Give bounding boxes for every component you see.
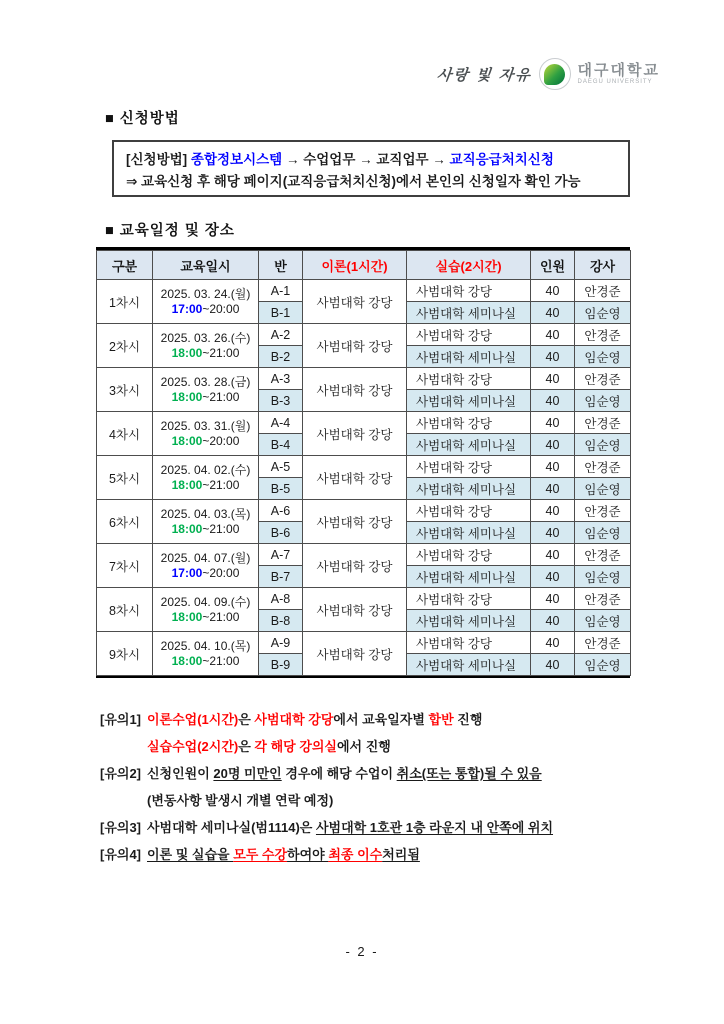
teacher-b-cell: 임순영 (575, 390, 631, 412)
practice-a-location-cell: 사범대학 강당 (407, 588, 531, 610)
session-cell: 2차시 (97, 324, 153, 368)
teacher-a-cell: 안경준 (575, 500, 631, 522)
note-text (147, 712, 482, 727)
note-text (147, 793, 333, 808)
class-a-cell: A-7 (259, 544, 303, 566)
note-line (100, 814, 660, 841)
note-line (100, 733, 660, 760)
text-segment: 합반 (428, 712, 454, 727)
date-text: 2025. 03. 28.(금) (160, 375, 251, 389)
text-segment: 진행 (453, 712, 483, 727)
count-a-cell: 40 (531, 456, 575, 478)
note-label: [유의4] (100, 847, 142, 862)
text-segment: (변동사항 발생시 개별 연락 예정) (147, 793, 334, 808)
section-title-schedule: ■ 교육일정 및 장소 (105, 223, 235, 239)
count-a-cell: 40 (531, 544, 575, 566)
col-header-class: 반 (259, 251, 303, 280)
text-segment: 경우에 해당 수업이 (281, 766, 397, 781)
time-end-text: ~20:00 (202, 565, 240, 580)
practice-b-location-cell: 사범대학 세미나실 (407, 390, 531, 412)
session-cell: 4차시 (97, 412, 153, 456)
practice-a-location-cell: 사범대학 강당 (407, 632, 531, 654)
date-text: 2025. 04. 02.(수) (160, 463, 251, 477)
application-path-line (126, 149, 616, 171)
application-method-box (112, 140, 630, 197)
time-start-text: 18:00 (171, 521, 203, 536)
session-cell: 7차시 (97, 544, 153, 588)
time-start-text: 18:00 (171, 609, 203, 624)
class-a-cell: A-4 (259, 412, 303, 434)
date-text: 2025. 03. 24.(월) (160, 287, 251, 301)
note-line (100, 841, 660, 868)
count-a-cell: 40 (531, 500, 575, 522)
session-cell: 9차시 (97, 632, 153, 676)
time-end-text: ~20:00 (202, 433, 240, 448)
note-text (147, 820, 553, 835)
teacher-b-cell: 임순영 (575, 302, 631, 324)
count-b-cell: 40 (531, 478, 575, 500)
session-cell: 3차시 (97, 368, 153, 412)
count-b-cell: 40 (531, 346, 575, 368)
table-row-class-a (97, 456, 631, 478)
count-b-cell: 40 (531, 566, 575, 588)
time-end-text: ~21:00 (202, 609, 240, 624)
col-header-theory: 이론(1시간) (303, 251, 407, 280)
time-end-text: ~21:00 (202, 389, 240, 404)
practice-a-location-cell: 사범대학 강당 (407, 368, 531, 390)
count-a-cell: 40 (531, 368, 575, 390)
class-a-cell: A-6 (259, 500, 303, 522)
practice-a-location-cell: 사범대학 강당 (407, 500, 531, 522)
text-segment: 각 해당 강의실 (254, 739, 337, 754)
teacher-a-cell: 안경준 (575, 632, 631, 654)
class-a-cell: A-1 (259, 280, 303, 302)
date-text: 2025. 04. 10.(목) (160, 639, 251, 653)
text-segment: 이론 및 실습을 (147, 847, 234, 862)
datetime-cell (153, 500, 259, 544)
count-a-cell: 40 (531, 324, 575, 346)
col-header-session: 구분 (97, 251, 153, 280)
table-row-class-a (97, 500, 631, 522)
text-segment: 사범대학 세미나실(범1114)은 (147, 820, 316, 835)
theory-location-cell: 사범대학 강당 (303, 368, 407, 412)
datetime-cell (153, 368, 259, 412)
teacher-b-cell: 임순영 (575, 346, 631, 368)
table-row-class-a (97, 368, 631, 390)
teacher-a-cell: 안경준 (575, 280, 631, 302)
note-text (147, 766, 542, 781)
session-cell: 6차시 (97, 500, 153, 544)
text-segment: 최종 이수 (328, 847, 383, 862)
table-row-class-a (97, 588, 631, 610)
text-segment: 은 (238, 739, 255, 754)
datetime-cell (153, 280, 259, 324)
teacher-a-cell: 안경준 (575, 368, 631, 390)
time-start-text: 18:00 (171, 653, 203, 668)
text-segment: → 수업업무 → 교직업무 → (282, 152, 450, 167)
notes-section (100, 706, 660, 868)
text-segment: 모두 수강 (233, 847, 288, 862)
col-header-teacher: 강사 (575, 251, 631, 280)
session-cell: 5차시 (97, 456, 153, 500)
table-row-class-a (97, 280, 631, 302)
teacher-b-cell: 임순영 (575, 610, 631, 632)
table-row-class-a (97, 324, 631, 346)
practice-b-location-cell: 사범대학 세미나실 (407, 654, 531, 676)
session-cell: 8차시 (97, 588, 153, 632)
text-segment: 신청인원이 (147, 766, 214, 781)
university-logo-leaf-icon (544, 64, 565, 85)
note-label: [유의1] (100, 712, 142, 727)
practice-a-location-cell: 사범대학 강당 (407, 544, 531, 566)
theory-location-cell: 사범대학 강당 (303, 412, 407, 456)
datetime-cell (153, 412, 259, 456)
time-end-text: ~21:00 (202, 477, 240, 492)
university-name: 대구대학교 (577, 61, 660, 79)
note-label: [유의2] (100, 766, 142, 781)
class-b-cell: B-8 (259, 610, 303, 632)
time-end-text: ~21:00 (202, 653, 240, 668)
class-a-cell: A-2 (259, 324, 303, 346)
class-b-cell: B-5 (259, 478, 303, 500)
theory-location-cell: 사범대학 강당 (303, 324, 407, 368)
class-b-cell: B-2 (259, 346, 303, 368)
class-a-cell: A-3 (259, 368, 303, 390)
datetime-cell (153, 544, 259, 588)
class-b-cell: B-6 (259, 522, 303, 544)
text-segment: 종합정보시스템 (190, 152, 283, 167)
table-header-row (97, 251, 631, 280)
time-start-text: 17:00 (171, 301, 203, 316)
time-start-text: 18:00 (171, 433, 203, 448)
time-start-text: 18:00 (171, 477, 203, 492)
text-segment: 20명 미만인 (213, 766, 282, 781)
text-segment: 에서 교육일자별 (333, 712, 429, 727)
class-a-cell: A-9 (259, 632, 303, 654)
count-b-cell: 40 (531, 654, 575, 676)
class-b-cell: B-7 (259, 566, 303, 588)
class-a-cell: A-8 (259, 588, 303, 610)
date-text: 2025. 04. 07.(월) (160, 551, 251, 565)
date-text: 2025. 04. 03.(목) (160, 507, 251, 521)
time-end-text: ~20:00 (202, 301, 240, 316)
application-confirm-line: ⇒ 교육신청 후 해당 페이지(교직응급처치신청)에서 본인의 신청일자 확인 가능 (126, 174, 581, 189)
text-segment: 사범대학 강당 (254, 712, 334, 727)
count-b-cell: 40 (531, 302, 575, 324)
date-text: 2025. 04. 09.(수) (160, 595, 251, 609)
theory-location-cell: 사범대학 강당 (303, 500, 407, 544)
teacher-b-cell: 임순영 (575, 566, 631, 588)
practice-a-location-cell: 사범대학 강당 (407, 280, 531, 302)
datetime-cell (153, 324, 259, 368)
practice-b-location-cell: 사범대학 세미나실 (407, 434, 531, 456)
schedule-table (96, 247, 630, 678)
class-b-cell: B-1 (259, 302, 303, 324)
count-b-cell: 40 (531, 390, 575, 412)
text-segment: 하여야 (287, 847, 329, 862)
teacher-a-cell: 안경준 (575, 456, 631, 478)
teacher-b-cell: 임순영 (575, 478, 631, 500)
class-b-cell: B-9 (259, 654, 303, 676)
note-line (100, 706, 660, 733)
datetime-cell (153, 456, 259, 500)
text-segment: 은 (238, 712, 255, 727)
class-b-cell: B-3 (259, 390, 303, 412)
teacher-b-cell: 임순영 (575, 522, 631, 544)
teacher-a-cell: 안경준 (575, 412, 631, 434)
university-name-en: DAEGU UNIVERSITY (577, 78, 653, 85)
datetime-cell (153, 632, 259, 676)
table-row-class-a (97, 544, 631, 566)
count-a-cell: 40 (531, 280, 575, 302)
col-header-datetime: 교육일시 (153, 251, 259, 280)
session-cell: 1차시 (97, 280, 153, 324)
count-b-cell: 40 (531, 610, 575, 632)
text-segment: 사범대학 1호관 1층 라운지 내 안쪽에 위치 (315, 820, 554, 835)
class-b-cell: B-4 (259, 434, 303, 456)
schedule-table-body (97, 280, 631, 676)
theory-location-cell: 사범대학 강당 (303, 544, 407, 588)
university-logo-icon (539, 58, 571, 90)
note-label: [유의3] (100, 820, 142, 835)
count-a-cell: 40 (531, 412, 575, 434)
note-text (147, 847, 420, 862)
university-slogan: 사랑 빛 자유 (435, 66, 533, 84)
date-text: 2025. 03. 26.(수) (160, 331, 251, 345)
count-b-cell: 40 (531, 434, 575, 456)
teacher-a-cell: 안경준 (575, 588, 631, 610)
teacher-a-cell: 안경준 (575, 544, 631, 566)
theory-location-cell: 사범대학 강당 (303, 456, 407, 500)
teacher-b-cell: 임순영 (575, 434, 631, 456)
note-text (147, 739, 391, 754)
time-end-text: ~21:00 (202, 521, 240, 536)
time-start-text: 17:00 (171, 565, 203, 580)
practice-b-location-cell: 사범대학 세미나실 (407, 346, 531, 368)
practice-a-location-cell: 사범대학 강당 (407, 412, 531, 434)
col-header-count: 인원 (531, 251, 575, 280)
practice-b-location-cell: 사범대학 세미나실 (407, 610, 531, 632)
note-line (100, 760, 660, 787)
text-segment: 에서 진행 (337, 739, 391, 754)
university-logo (437, 58, 660, 90)
practice-b-location-cell: 사범대학 세미나실 (407, 566, 531, 588)
count-b-cell: 40 (531, 522, 575, 544)
text-segment: 취소(또는 통합)될 수 있음 (396, 766, 542, 781)
time-start-text: 18:00 (171, 389, 203, 404)
section-title-application-method: ■ 신청방법 (105, 111, 180, 127)
teacher-a-cell: 안경준 (575, 324, 631, 346)
table-row-class-a (97, 412, 631, 434)
practice-a-location-cell: 사범대학 강당 (407, 456, 531, 478)
time-start-text: 18:00 (171, 345, 203, 360)
note-line (100, 787, 660, 814)
text-segment: 실습수업(2시간) (147, 739, 239, 754)
teacher-b-cell: 임순영 (575, 654, 631, 676)
practice-b-location-cell: 사범대학 세미나실 (407, 302, 531, 324)
practice-a-location-cell: 사범대학 강당 (407, 324, 531, 346)
practice-b-location-cell: 사범대학 세미나실 (407, 522, 531, 544)
theory-location-cell: 사범대학 강당 (303, 280, 407, 324)
count-a-cell: 40 (531, 588, 575, 610)
count-a-cell: 40 (531, 632, 575, 654)
date-text: 2025. 03. 31.(월) (160, 419, 251, 433)
col-header-practice: 실습(2시간) (407, 251, 531, 280)
time-end-text: ~21:00 (202, 345, 240, 360)
text-segment: [신청방법] (126, 152, 191, 167)
page-number: - 2 - (345, 944, 379, 959)
theory-location-cell: 사범대학 강당 (303, 588, 407, 632)
text-segment: 처리됨 (382, 847, 420, 862)
class-a-cell: A-5 (259, 456, 303, 478)
text-segment: 교직응급처치신청 (449, 152, 554, 167)
text-segment: 이론수업(1시간) (147, 712, 239, 727)
table-row-class-a (97, 632, 631, 654)
practice-b-location-cell: 사범대학 세미나실 (407, 478, 531, 500)
theory-location-cell: 사범대학 강당 (303, 632, 407, 676)
datetime-cell (153, 588, 259, 632)
